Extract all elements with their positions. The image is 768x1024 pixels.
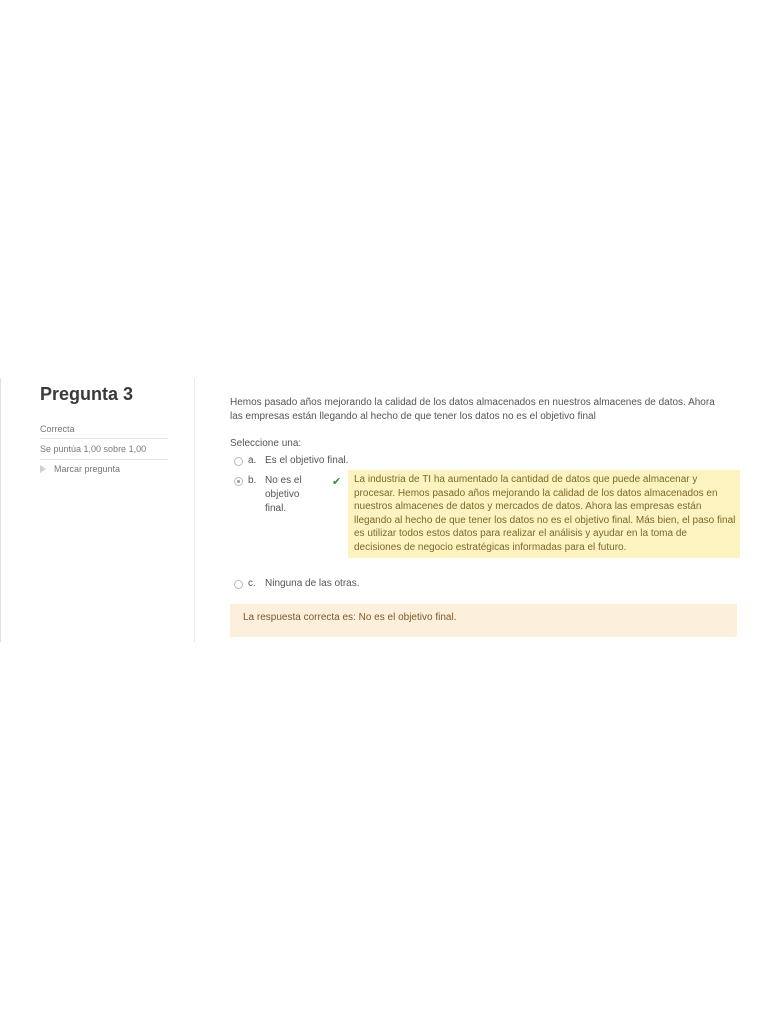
flag-question-button[interactable] xyxy=(40,464,120,474)
answer-option-b[interactable] xyxy=(234,474,734,574)
flag-icon xyxy=(40,465,46,473)
right-answer-text: La respuesta correcta es: No es el objetivo final. xyxy=(243,612,457,623)
right-answer-box xyxy=(230,604,737,637)
option-letter: b. xyxy=(248,475,257,486)
question-state: Correcta xyxy=(40,424,75,434)
option-text: Es el objetivo final. xyxy=(265,455,349,466)
radio-option-c[interactable] xyxy=(234,580,243,589)
question-title: Pregunta 3 xyxy=(40,384,134,404)
option-letter: c. xyxy=(248,578,256,589)
check-icon: ✔ xyxy=(332,476,342,488)
answer-option-a[interactable] xyxy=(234,454,434,468)
answer-option-c[interactable] xyxy=(234,577,434,591)
question-info-panel xyxy=(40,378,195,642)
radio-option-b[interactable] xyxy=(234,477,243,486)
radio-option-a[interactable] xyxy=(234,457,243,466)
divider xyxy=(40,459,168,460)
question-text: Hemos pasado años mejorando la calidad de los datos almacenados en nuestros almacenes de datos. Ahora las empresas están llegando al hecho de que tener los datos no es el objetivo final xyxy=(230,397,715,422)
option-text: Ninguna de las otras. xyxy=(265,578,360,589)
specific-feedback: La industria de TI ha aumentado la cantidad de datos que puede almacenar y procesar. Hemos pasado años mejorando la calidad de los datos almacenados en nuestros almacenes de datos y mercados de datos. Ahora las empresas están llegando al hecho de que tener los datos no es el objetivo final. Más bien, el paso final es utilizar todos estos datos para realizar el análisis y ayudar en la toma de decisiones de negocio estratégicas informadas para el futuro. xyxy=(348,470,740,558)
question-grade: Se puntúa 1,00 sobre 1,00 xyxy=(40,444,147,454)
left-border xyxy=(0,378,1,642)
option-letter: a. xyxy=(248,455,257,466)
divider xyxy=(40,438,168,439)
answer-prompt: Seleccione una: xyxy=(230,438,302,449)
flag-question-label: Marcar pregunta xyxy=(54,464,121,474)
option-text: No es el objetivo final. xyxy=(265,475,302,514)
